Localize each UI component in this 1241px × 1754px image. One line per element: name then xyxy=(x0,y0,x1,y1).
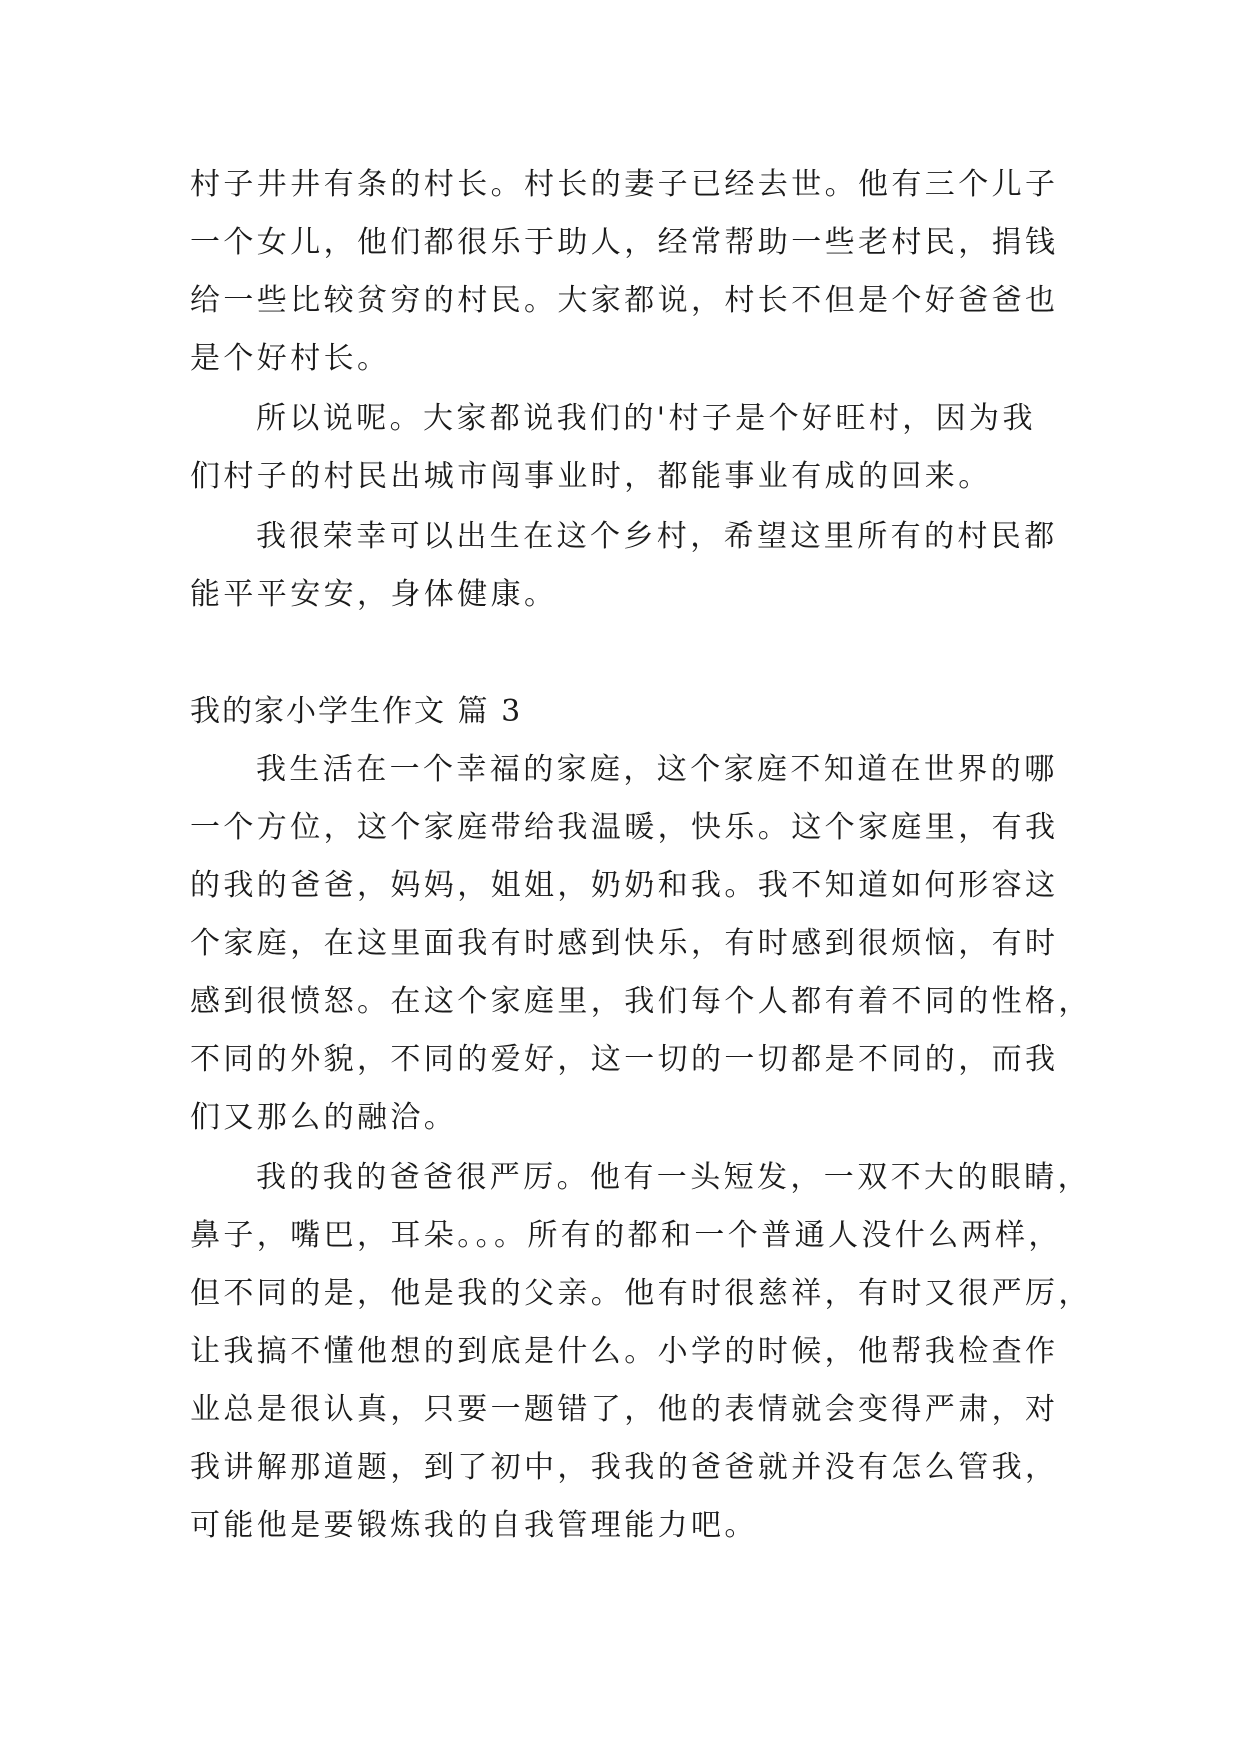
paragraph-1-line-1: 村子井井有条的村长。村长的妻子已经去世。他有三个儿子 xyxy=(190,167,1059,202)
paragraph-2-line-2: 们村子的村民出城市闯事业时，都能事业有成的回来。 xyxy=(190,459,992,494)
paragraph-2-line-1: 所以说呢。大家都说我们的'村子是个好旺村，因为我 xyxy=(256,401,1036,436)
paragraph-4-line-2: 一个方位，这个家庭带给我温暖，快乐。这个家庭里，有我 xyxy=(190,810,1059,845)
paragraph-4-line-4: 个家庭，在这里面我有时感到快乐，有时感到很烦恼，有时 xyxy=(190,926,1059,961)
paragraph-3-line-1: 我很荣幸可以出生在这个乡村，希望这里所有的村民都 xyxy=(256,519,1058,554)
paragraph-5-line-5: 业总是很认真，只要一题错了，他的表情就会变得严肃，对 xyxy=(190,1392,1059,1427)
paragraph-4-line-6: 不同的外貌，不同的爱好，这一切的一切都是不同的，而我 xyxy=(190,1042,1059,1077)
paragraph-5-line-2: 鼻子，嘴巴，耳朵。。。所有的都和一个普通人没什么两样， xyxy=(190,1218,1062,1253)
paragraph-4-line-7: 们又那么的融洽。 xyxy=(190,1100,458,1135)
paragraph-4-line-1: 我生活在一个幸福的家庭，这个家庭不知道在世界的哪 xyxy=(256,752,1058,787)
paragraph-5-line-3: 但不同的是，他是我的父亲。他有时很慈祥，有时又很严厉， xyxy=(190,1276,1092,1311)
paragraph-5-line-6: 我讲解那道题，到了初中，我我的爸爸就并没有怎么管我， xyxy=(190,1450,1059,1485)
paragraph-1-line-4: 是个好村长。 xyxy=(190,341,391,376)
paragraph-5-line-4: 让我搞不懂他想的到底是什么。小学的时候，他帮我检查作 xyxy=(190,1334,1059,1369)
paragraph-4-line-5: 感到很愤怒。在这个家庭里，我们每个人都有着不同的性格， xyxy=(190,984,1092,1019)
paragraph-5-line-1: 我的我的爸爸很严厉。他有一头短发，一双不大的眼睛， xyxy=(256,1160,1091,1195)
paragraph-4-line-3: 的我的爸爸，妈妈，姐姐，奶奶和我。我不知道如何形容这 xyxy=(190,868,1059,903)
paragraph-5-line-7: 可能他是要锻炼我的自我管理能力吧。 xyxy=(190,1508,758,1543)
paragraph-3-line-2: 能平平安安，身体健康。 xyxy=(190,577,558,612)
section-heading: 我的家小学生作文 篇 3 xyxy=(190,694,523,729)
paragraph-1-line-2: 一个女儿，他们都很乐于助人，经常帮助一些老村民，捐钱 xyxy=(190,225,1059,260)
paragraph-1-line-3: 给一些比较贫穷的村民。大家都说，村长不但是个好爸爸也 xyxy=(190,283,1059,318)
